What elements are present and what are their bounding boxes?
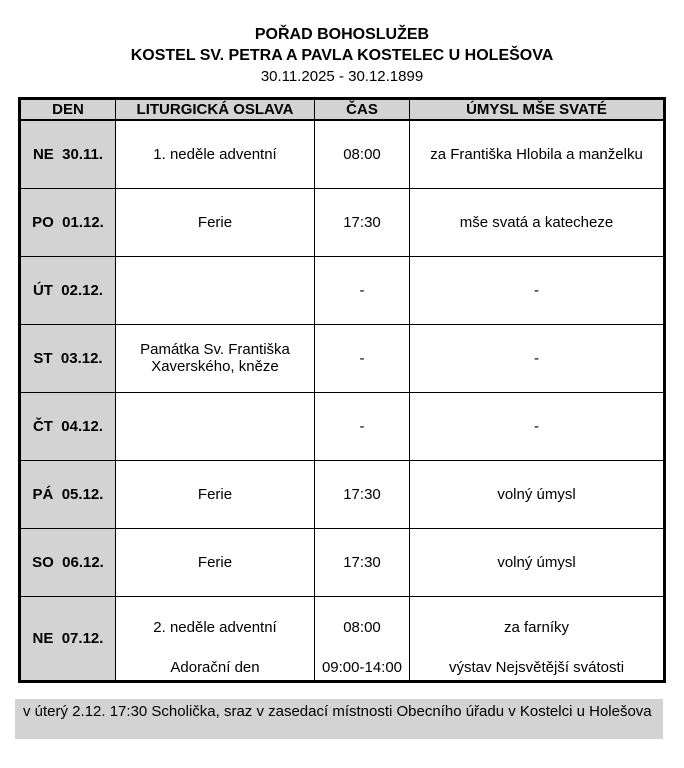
table-row: [20, 188, 665, 256]
time-cell: 17:30: [315, 188, 410, 256]
time-cell: 08:00 09:00-14:00: [315, 596, 410, 681]
table-body: [20, 120, 665, 681]
column-header: ÚMYSL MŠE SVATÉ: [410, 99, 665, 121]
table-row: [20, 256, 665, 324]
intention-cell: mše svatá a katecheze: [410, 188, 665, 256]
date-range: 30.11.2025 - 30.12.1899: [260, 68, 424, 85]
time-cell: -: [315, 324, 410, 392]
document-header: [0, 0, 684, 87]
intention-cell: volný úmysl: [410, 528, 665, 596]
time-cell: 08:00: [315, 120, 410, 188]
announcement-note: v úterý 2.12. 17:30 Scholička, sraz v zasedací místnosti Obecního úřadu v Kostelci u Holešova: [15, 699, 663, 739]
intention-cell: -: [410, 324, 665, 392]
intention-cell: -: [410, 256, 665, 324]
time-cell: -: [315, 392, 410, 460]
celebration-cell: Ferie: [116, 528, 315, 596]
day-cell: ST 03.12.: [20, 324, 116, 392]
day-cell: ÚT 02.12.: [20, 256, 116, 324]
celebration-cell: [116, 256, 315, 324]
service-schedule-table: [18, 97, 666, 683]
celebration-cell: 2. neděle adventní Adorační den: [116, 596, 315, 681]
column-header: DEN: [20, 99, 116, 121]
intention-cell: volný úmysl: [410, 460, 665, 528]
time-cell: -: [315, 256, 410, 324]
column-header: ČAS: [315, 99, 410, 121]
church-name: KOSTEL SV. PETRA A PAVLA KOSTELEC U HOLEŠOVA: [130, 47, 554, 64]
celebration-cell: Ferie: [116, 188, 315, 256]
table-row: [20, 596, 665, 681]
celebration-cell: Památka Sv. Františka Xaverského, kněze: [116, 324, 315, 392]
day-cell: NE 07.12.: [20, 596, 116, 681]
table-row: [20, 324, 665, 392]
table-row: [20, 460, 665, 528]
table-row: [20, 528, 665, 596]
intention-cell: za farníky výstav Nejsvětější svátosti: [410, 596, 665, 681]
day-cell: ČT 04.12.: [20, 392, 116, 460]
page-title: POŘAD BOHOSLUŽEB: [254, 26, 430, 43]
table-row: [20, 392, 665, 460]
celebration-cell: 1. neděle adventní: [116, 120, 315, 188]
time-cell: 17:30: [315, 460, 410, 528]
celebration-cell: [116, 392, 315, 460]
table-row: [20, 120, 665, 188]
time-cell: 17:30: [315, 528, 410, 596]
table-header-row: [20, 99, 665, 121]
day-cell: PÁ 05.12.: [20, 460, 116, 528]
celebration-cell: Ferie: [116, 460, 315, 528]
column-header: LITURGICKÁ OSLAVA: [116, 99, 315, 121]
day-cell: NE 30.11.: [20, 120, 116, 188]
intention-cell: -: [410, 392, 665, 460]
day-cell: PO 01.12.: [20, 188, 116, 256]
intention-cell: za Františka Hlobila a manželku: [410, 120, 665, 188]
day-cell: SO 06.12.: [20, 528, 116, 596]
